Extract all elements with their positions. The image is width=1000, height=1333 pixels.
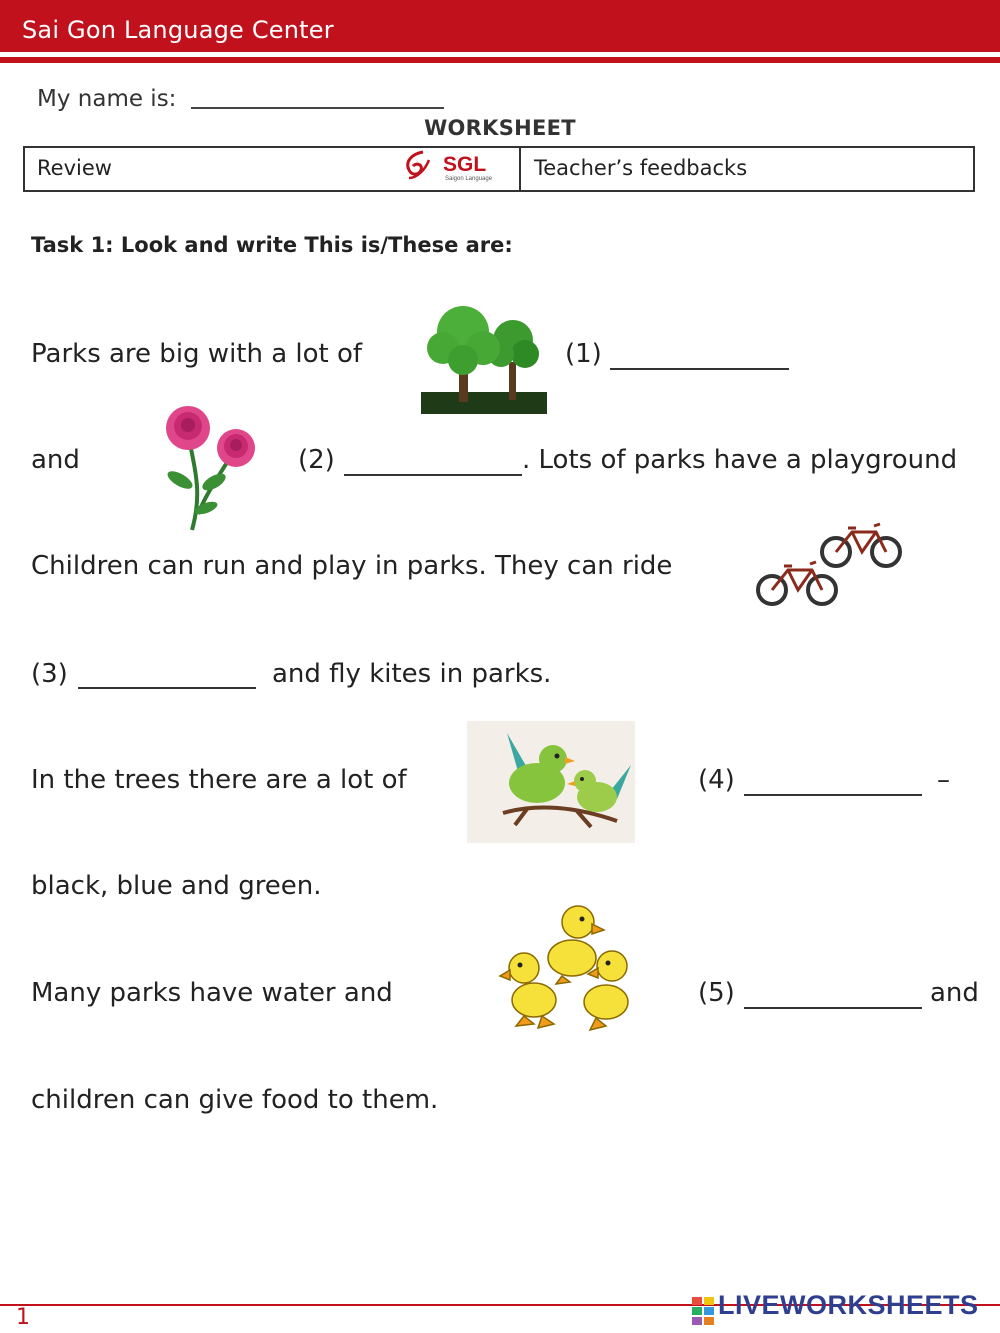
q2-label: (2): [298, 445, 335, 475]
q4-blank[interactable]: [744, 794, 922, 796]
name-input-line[interactable]: [191, 107, 444, 109]
q2-blank[interactable]: [344, 474, 522, 476]
page-number: 1: [16, 1305, 30, 1330]
q1-label: (1): [565, 339, 602, 369]
sgl-logo: [403, 148, 507, 188]
line7-text: Many parks have water and: [31, 978, 393, 1008]
liveworksheets-logo-icon: [692, 1295, 716, 1325]
trees-picture: [421, 302, 547, 414]
header-divider: [0, 57, 1000, 63]
line8-text: children can give food to them.: [31, 1085, 439, 1115]
line3-text: Children can run and play in parks. They can ride: [31, 551, 673, 581]
bicycles-picture: [752, 516, 908, 614]
q3-blank[interactable]: [78, 687, 256, 689]
q5-label: (5): [698, 978, 735, 1008]
dash: –: [937, 765, 950, 795]
line1-text: Parks are big with a lot of: [31, 339, 363, 369]
task1-title: Task 1: Look and write This is/These are:: [31, 233, 513, 257]
line4-rest: and fly kites in parks.: [272, 659, 552, 689]
logo-subtext: Saigon Language: [445, 176, 493, 182]
line5-text: In the trees there are a lot of: [31, 765, 407, 795]
ducks-picture: [498, 902, 640, 1036]
logo-text: SGL: [443, 153, 487, 176]
q5-blank[interactable]: [744, 1007, 922, 1009]
teacher-feedback-label: Teacher’s feedbacks: [534, 156, 748, 180]
liveworksheets-watermark: LIVEWORKSHEETS: [718, 1290, 979, 1320]
line2-rest: . Lots of parks have a playground: [522, 445, 958, 475]
birds-picture: [467, 721, 635, 843]
line2-and: and: [31, 445, 80, 475]
q1-blank[interactable]: [610, 368, 789, 370]
q3-label: (3): [31, 659, 68, 689]
worksheet-title: WORKSHEET: [424, 116, 576, 140]
header-title: Sai Gon Language Center: [22, 16, 334, 44]
roses-picture: [150, 404, 262, 534]
name-label: My name is:: [37, 86, 177, 112]
line6-text: black, blue and green.: [31, 871, 322, 901]
q4-label: (4): [698, 765, 735, 795]
table-divider: [519, 146, 521, 192]
line7-and: and: [930, 978, 979, 1008]
review-label: Review: [37, 156, 112, 180]
